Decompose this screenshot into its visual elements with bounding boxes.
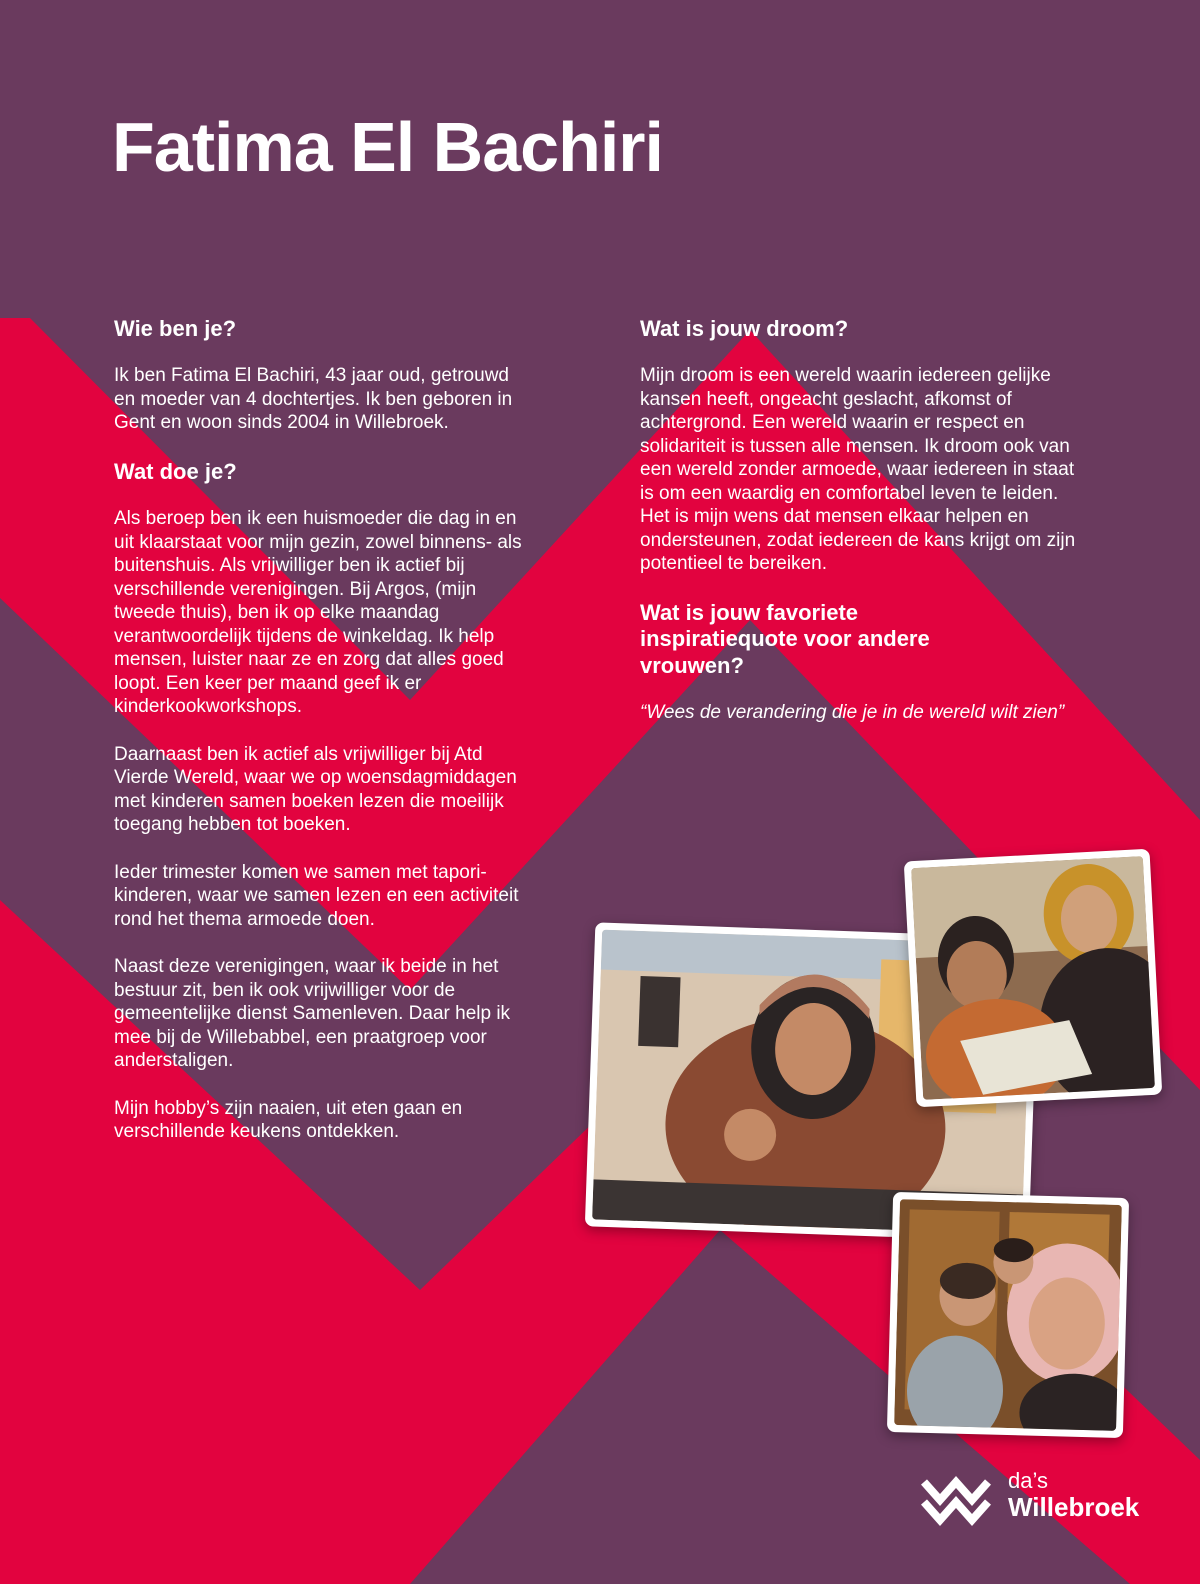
page-title: Fatima El Bachiri bbox=[112, 108, 663, 186]
answer-what-2: Daarnaast ben ik actief als vrijwilliger bij Atd Vierde Wereld, waar we op woensdagmiddagen met kinderen samen boeken lezen die moeilijk toegang hebben tot boeken. bbox=[114, 743, 517, 836]
question-what: Wat doe je? bbox=[114, 458, 237, 484]
answer-what-4: Naast deze verenigingen, waar ik beide in het bestuur zit, ben ik ook vrijwilliger voor de gemeentelijke dienst Samenleven. Daar help ik mee bij de Willebabbel, een praatgroep voor anderstaligen. bbox=[114, 956, 511, 1072]
answer-who: Ik ben Fatima El Bachiri, 43 jaar oud, getrouwd en moeder van 4 dochtertjes. Ik ben geboren in Gent en woon sinds 2004 in Willebroek. bbox=[114, 365, 513, 434]
answer-what-3: Ieder trimester komen we samen met tapori-kinderen, waar we samen lezen en een activiteit rond het thema armoede doen. bbox=[114, 861, 519, 930]
question-who: Wie ben je? bbox=[114, 316, 237, 341]
logo-tagline: da’s bbox=[1008, 1468, 1048, 1493]
answer-dream: Mijn droom is een wereld waarin iedereen gelijke kansen heeft, ongeacht geslacht, afkomst of achtergrond. Een wereld waarin er respect en solidariteit is tussen alle mensen. Ik droom ook van een wereld zonder armoede, waar iedereen in staat is om een waardig en comfortabel leven te leiden. Het is mijn wens dat mensen elkaar helpen en ondersteunen, zodat iedereen de kans krijgt om zijn potentieel te bereiken. bbox=[640, 365, 1076, 575]
logo-name: Willebroek bbox=[1008, 1492, 1140, 1522]
right-column bbox=[640, 316, 1080, 749]
question-quote: Wat is jouw favoriete inspiratiequote voor andere vrouwen? bbox=[640, 599, 930, 678]
logo-wordmark bbox=[1008, 1470, 1139, 1520]
photo-reading bbox=[904, 849, 1163, 1108]
answer-what-1: Als beroep ben ik een huismoeder die dag in en uit klaarstaat voor mijn gezin, zowel binnens- als buitenshuis. Als vrijwilliger ben ik actief bij verschillende verenigingen. Bij Argos, (mijn tweede thuis), ben ik op elke maandag verantwoordelijk tijdens de winkeldag. Ik help mensen, luister naar ze en zorg dat alles goed loopt. Een keer per maand geef ik er kinderkookworkshops. bbox=[114, 508, 522, 718]
left-column bbox=[114, 316, 534, 1168]
photo-selfie bbox=[887, 1192, 1129, 1438]
answer-what-5: Mijn hobby’s zijn naaien, uit eten gaan en verschillende keukens ontdekken. bbox=[114, 1097, 463, 1143]
question-dream: Wat is jouw droom? bbox=[640, 316, 849, 341]
inspiration-quote: “Wees de verandering die je in de wereld wilt zien” bbox=[640, 702, 1065, 724]
willebroek-logo-icon bbox=[920, 1472, 1000, 1532]
